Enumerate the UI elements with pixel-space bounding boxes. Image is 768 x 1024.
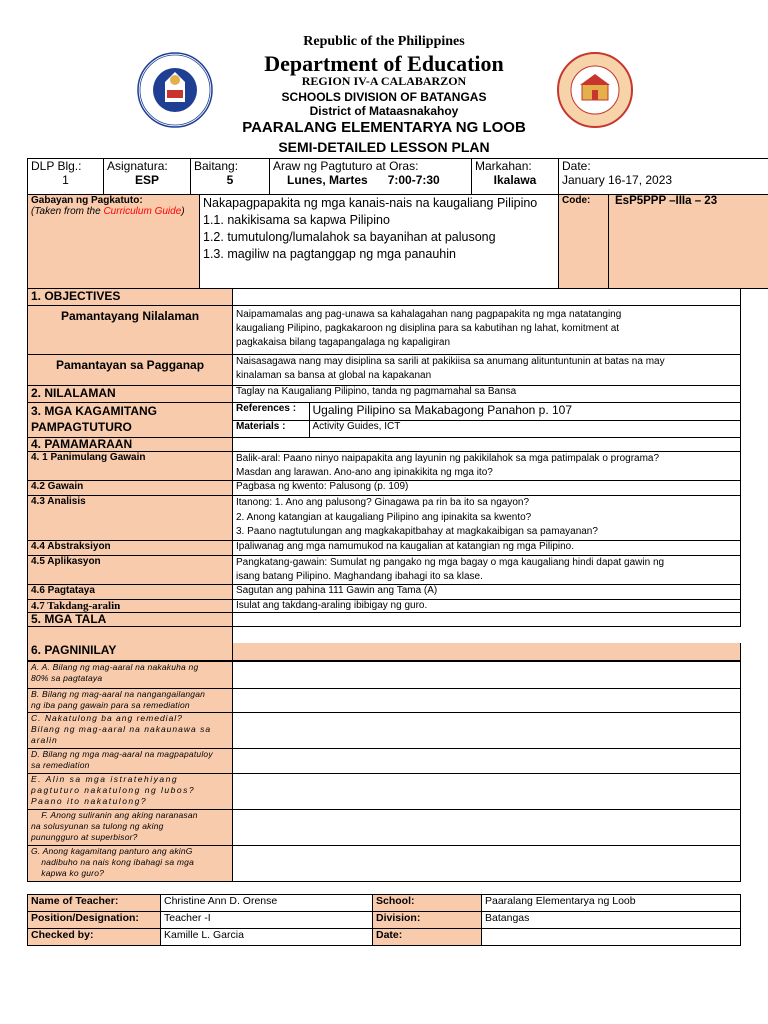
guide-label: Gabayan ng Pagkatuto: <box>31 195 143 206</box>
plan-title: SEMI-DETAILED LESSON PLAN <box>278 139 490 155</box>
guide-note-red: Curriculum Guide <box>103 206 182 217</box>
division-line: SCHOOLS DIVISION OF BATANGAS <box>281 90 487 104</box>
position-label: Position/Designation: <box>28 912 161 929</box>
nilalaman-value: Taglay na Kaugaliang Pilipino, tanda ng pagmamahal sa Bansa <box>233 386 741 403</box>
date-value: January 16-17, 2023 <box>562 173 673 187</box>
grade-cell <box>191 159 270 195</box>
reflection-item-f: F. Anong suliranin ang aking naranasan na solusyunan sa tulong ng aking punungguro at superbisor? <box>28 810 233 846</box>
reflection-answer-b <box>233 689 741 713</box>
checked-value: Kamille L. Garcia <box>161 929 373 946</box>
kagamitan-label-1: 3. MGA KAGAMITANG <box>31 404 157 418</box>
deped-seal-logo <box>137 52 213 128</box>
reflection-item-g: G. Anong kagamitang panturo ang akinG nadibuho na nais kong ibahagi sa mga kapwa ko guro? <box>28 846 233 882</box>
analisis-line-3: 3. Paano nagtutulungan ang magkakapitbahay at magkakaibigan sa pamayanan? <box>236 526 598 537</box>
dlp-value: 1 <box>62 173 69 187</box>
subject-cell <box>104 159 191 195</box>
school-title: PAARALANG ELEMENTARYA NG LOOB <box>242 119 526 136</box>
guide-note-pre: (Taken from the <box>31 206 104 217</box>
objectives-label: 1. OBJECTIVES <box>28 289 233 306</box>
takdang-label: 4.7 Takdang-aralin <box>28 599 233 612</box>
aplikasyon-cell <box>233 555 741 584</box>
reflection-item-b: B. Bilang ng mag-aaral na nangangailangan ng iba pang gawain para sa remediation <box>28 689 233 713</box>
reflection-answer-g <box>233 846 741 882</box>
guide-competency: Nakapagpapakita ng mga kanais-nais na kaugaliang Pilipino <box>203 196 538 210</box>
pagtataya-label: 4.6 Pagtataya <box>28 584 233 599</box>
code-value: EsP5PPP –IIIa – 23 <box>609 195 768 289</box>
analisis-line-1: Itanong: 1. Ano ang palusong? Ginagawa pa rin ba ito sa ngayon? <box>236 497 530 508</box>
kagamitan-label-cell <box>28 403 233 438</box>
content-standard-line-3: pagkakaisa bilang tagapangalaga ng kapaligiran <box>236 337 451 348</box>
tala-spacer <box>28 626 233 643</box>
kagamitan-cell <box>233 403 741 438</box>
department-title: Department of Education <box>264 51 504 76</box>
kagamitan-label-2: PAMPAGTUTURO <box>31 420 132 434</box>
pamamaraan-label: 4. PAMAMARAAN <box>28 438 233 452</box>
performance-standard-cell <box>233 355 741 386</box>
pagtataya-value: Sagutan ang pahina 111 Gawin ang Tama (A) <box>233 584 741 599</box>
guide-note-post: ) <box>181 206 185 217</box>
pagninilay-label: 6. PAGNINILAY <box>28 643 233 660</box>
guide-item-2: 1.2. tumutulong/lumalahok sa bayanihan at palusong <box>203 230 496 244</box>
republic-line: Republic of the Philippines <box>303 34 465 49</box>
guide-competency-cell <box>200 195 559 289</box>
performance-standard-line-1: Naisasagawa nang may disiplina sa sarili at pakikiisa sa anumang alituntuntunin at batas na may <box>236 356 665 367</box>
subject-value: ESP <box>134 173 159 187</box>
tala-empty <box>233 612 741 626</box>
quarter-value: Ikalawa <box>493 173 537 187</box>
pamamaraan-empty <box>233 438 741 452</box>
panimulang-line-1: Balik-aral: Paano ninyo naipapakita ang layunin ng pakikilahok sa mga patimpalak o programa? <box>236 453 660 464</box>
code-label: Code: <box>559 195 609 289</box>
tala-spacer-right <box>233 626 741 643</box>
reflection-answer-a <box>233 662 741 689</box>
gawain-label: 4.2 Gawain <box>28 481 233 496</box>
teacher-label: Name of Teacher: <box>28 895 161 912</box>
references-value: Ugaling Pilipino sa Makabagong Panahon p. 107 <box>309 403 740 420</box>
guide-item-1: 1.1. nakikisama sa kapwa Pilipino <box>203 213 390 227</box>
materials-label: Materials : <box>233 420 309 437</box>
materials-value: Activity Guides, ICT <box>309 420 740 437</box>
gawain-value: Pagbasa ng kwento: Palusong (p. 109) <box>233 481 741 496</box>
position-value: Teacher -I <box>161 912 373 929</box>
aplikasyon-line-2: isang batang Pilipino. Maghandang ibahagi ito sa klase. <box>236 570 483 582</box>
reflection-answer-d <box>233 749 741 774</box>
schedule-time: 7:00-7:30 <box>387 173 440 187</box>
aplikasyon-label: 4.5 Aplikasyon <box>28 555 233 584</box>
panimulang-line-2: Masdan ang larawan. Ano-ano ang ipinakikita ng mga ito? <box>236 467 493 478</box>
grade-label: Baitang: <box>194 159 239 173</box>
nilalaman-label: 2. NILALAMAN <box>28 386 233 403</box>
content-standard-cell <box>233 306 741 355</box>
panimulang-cell <box>233 452 741 481</box>
content-standard-label: Pamantayang Nilalaman <box>28 306 233 355</box>
schedule-days: Lunes, Martes <box>287 173 368 187</box>
footer-table <box>27 894 741 946</box>
guide-table <box>27 194 768 289</box>
checked-label: Checked by: <box>28 929 161 946</box>
date-label: Date: <box>562 159 591 173</box>
analisis-cell <box>233 496 741 541</box>
school-label: School: <box>373 895 482 912</box>
guide-item-3: 1.3. magiliw na pagtanggap ng mga panauhin <box>203 247 456 261</box>
references-label: References : <box>233 403 309 420</box>
date-cell <box>559 159 768 195</box>
analisis-line-2: 2. Anong katangian at kaugaliang Pilipino ang ipinakita sa kwento? <box>236 511 532 523</box>
guide-label-cell <box>28 195 200 289</box>
analisis-label: 4.3 Analisis <box>28 496 233 541</box>
aplikasyon-line-1: Pangkatang-gawain: Sumulat ng pangako ng mga bagay o mga kaugaliang hindi dapat gawin ng <box>236 556 665 568</box>
pagninilay-banner <box>233 643 741 660</box>
reflection-item-d: D. Bilang ng mga mag-aaral na magpapatuloy sa remediation <box>28 749 233 774</box>
performance-standard-label: Pamantayan sa Pagganap <box>28 355 233 386</box>
subject-label: Asignatura: <box>107 159 168 173</box>
reflection-answer-c <box>233 713 741 749</box>
takdang-value: Isulat ang takdang-araling ibibigay ng guro. <box>233 599 741 612</box>
lesson-body-table <box>27 288 741 661</box>
region-line: REGION IV-A CALABARZON <box>301 74 467 88</box>
info-row-table <box>27 158 768 195</box>
objectives-empty <box>233 289 741 306</box>
abstraksiyon-label: 4.4 Abstraksiyon <box>28 540 233 555</box>
content-standard-line-2: kaugaliang Pilipino, pagkakaroon ng disiplina para sa kabutihan ng lahat, komitment at <box>236 323 620 334</box>
dlp-cell <box>28 159 104 195</box>
reflection-answer-e <box>233 774 741 810</box>
grade-value: 5 <box>226 173 234 187</box>
district-line: District of Mataasnakahoy <box>309 104 459 118</box>
quarter-label: Markahan: <box>475 159 532 173</box>
schedule-cell <box>270 159 472 195</box>
school-seal-logo <box>557 52 633 128</box>
schedule-label: Araw ng Pagtuturo at Oras: <box>273 159 419 173</box>
reflection-item-a: A. A. Bilang ng mag-aaral na nakakuha ng 80% sa pagtataya <box>28 662 233 689</box>
abstraksiyon-value: Ipaliwanag ang mga namumukod na kaugalian at katangian ng mga Pilipino. <box>233 540 741 555</box>
panimulang-label: 4. 1 Panimulang Gawain <box>28 452 233 481</box>
date-value-footer <box>482 929 741 946</box>
reflection-answer-f <box>233 810 741 846</box>
dlp-label: DLP Blg.: <box>31 159 82 173</box>
quarter-cell <box>472 159 559 195</box>
school-value: Paaralang Elementarya ng Loob <box>482 895 741 912</box>
teacher-value: Christine Ann D. Orense <box>161 895 373 912</box>
reflection-item-e: E. Alin sa mga istratehiyang pagtuturo nakatulong ng lubos? Paano ito nakatulong? <box>28 774 233 810</box>
division-label: Division: <box>373 912 482 929</box>
division-value: Batangas <box>482 912 741 929</box>
content-standard-line-1: Naipamamalas ang pag-unawa sa kahalagahan nang pagpapakita ng mga natatanging <box>236 309 622 320</box>
date-label-footer: Date: <box>373 929 482 946</box>
tala-label: 5. MGA TALA <box>28 612 233 626</box>
reflection-item-c: C. Nakatulong ba ang remedial? Bilang ng mag-aaral na nakaunawa sa aralin <box>28 713 233 749</box>
performance-standard-line-2: kinalaman sa bansa at global na kapakanan <box>236 370 432 381</box>
reflection-table <box>27 661 741 882</box>
